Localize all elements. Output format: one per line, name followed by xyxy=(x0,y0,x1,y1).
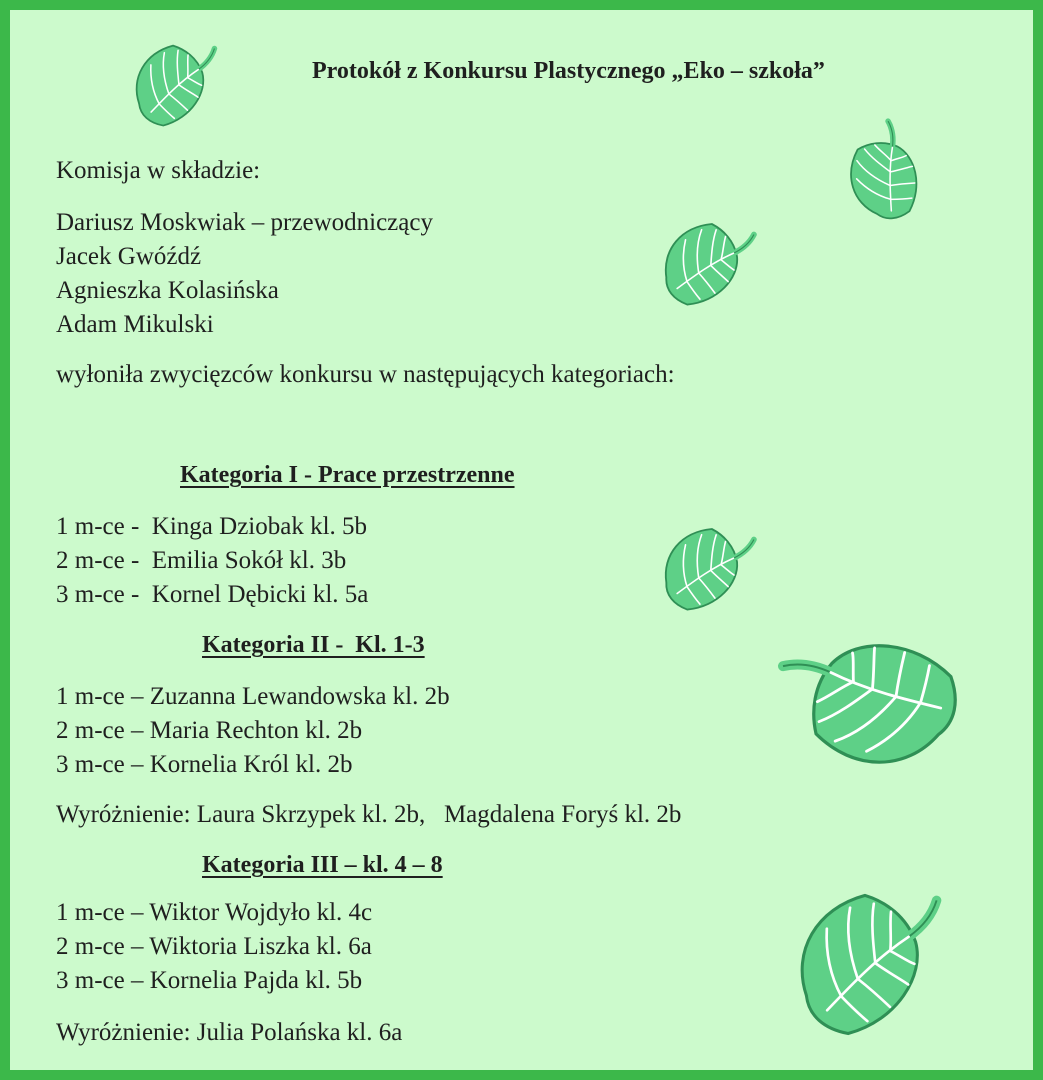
winner-entry: 3 m-ce - Kornel Dębicki kl. 5a xyxy=(56,581,369,608)
leaf-icon xyxy=(830,110,940,240)
winner-entry: 1 m-ce – Wiktor Wojdyło kl. 4c xyxy=(56,899,373,926)
committee-member: Jacek Gwóźdź xyxy=(56,243,202,270)
winner-entry: 3 m-ce – Kornelia Pajda kl. 5b xyxy=(56,967,363,994)
leaf-icon xyxy=(750,865,980,1055)
leaf-icon xyxy=(775,600,975,800)
category-heading: Kategoria I - Prace przestrzenne xyxy=(180,462,515,488)
winner-entry: 1 m-ce – Zuzanna Lewandowska kl. 2b xyxy=(56,683,450,710)
winner-entry: 2 m-ce - Emilia Sokół kl. 3b xyxy=(56,547,347,574)
leaf-icon xyxy=(630,510,780,625)
committee-label: Komisja w składzie: xyxy=(56,157,261,184)
intro-text: wyłoniła zwycięzców konkursu w następujących kategoriach: xyxy=(56,361,675,388)
committee-member: Dariusz Moskwiak – przewodniczący xyxy=(56,209,433,236)
document-title: Protokół z Konkursu Plastycznego „Eko – szkoła” xyxy=(312,58,825,84)
leaf-icon xyxy=(630,205,780,320)
committee-member: Agnieszka Kolasińska xyxy=(56,277,279,304)
committee-member: Adam Mikulski xyxy=(56,311,214,338)
leaf-icon xyxy=(98,28,248,138)
distinction-entry: Wyróżnienie: Laura Skrzypek kl. 2b, Magdalena Foryś kl. 2b xyxy=(56,801,682,828)
winner-entry: 2 m-ce – Maria Rechton kl. 2b xyxy=(56,717,363,744)
category-heading: Kategoria III – kl. 4 – 8 xyxy=(202,852,443,878)
winner-entry: 1 m-ce - Kinga Dziobak kl. 5b xyxy=(56,513,368,540)
winner-entry: 2 m-ce – Wiktoria Liszka kl. 6a xyxy=(56,933,372,960)
winner-entry: 3 m-ce – Kornelia Król kl. 2b xyxy=(56,751,353,778)
category-heading: Kategoria II - Kl. 1-3 xyxy=(202,632,425,658)
distinction-entry: Wyróżnienie: Julia Polańska kl. 6a xyxy=(56,1019,403,1046)
